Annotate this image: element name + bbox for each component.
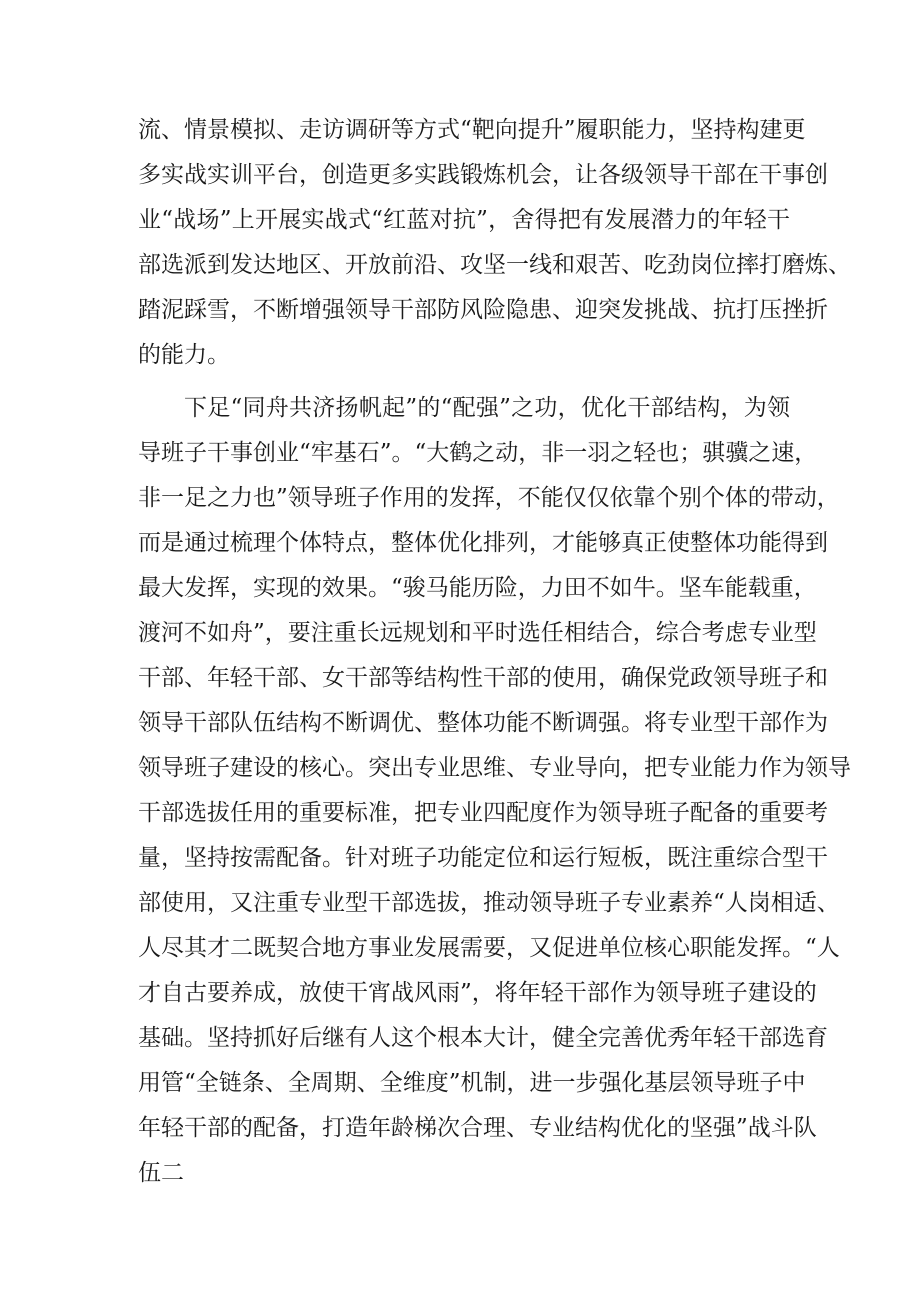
paragraph-2-line-6: 渡河不如舟”，要注重长远规划和平时选任相结合，综合考虑专业型 bbox=[138, 620, 817, 646]
paragraph-1-line-4: 部选派到发达地区、开放前沿、攻坚一线和艰苦、吃劲岗位摔打磨炼、 bbox=[138, 252, 851, 278]
paragraph-2-line-9: 领导班子建设的核心。突出专业思维、专业导向，把专业能力作为领导 bbox=[138, 755, 851, 781]
paragraph-2-line-18: 伍二 bbox=[138, 1160, 184, 1186]
paragraph-2-line-8: 领导干部队伍结构不断调优、整体功能不断调强。将专业型干部作为 bbox=[138, 710, 828, 736]
paragraph-2-line-7: 干部、年轻干部、女干部等结构性干部的使用，确保党政领导班子和 bbox=[138, 665, 828, 691]
paragraph-1-line-1: 流、情景模拟、走访调研等方式“靶向提升”履职能力，坚持构建更 bbox=[138, 117, 806, 143]
paragraph-2-line-1: 下足“同舟共济扬帆起”的“配强”之功，优化干部结构，为领 bbox=[184, 395, 790, 421]
paragraph-2-line-10: 干部选拔任用的重要标准，把专业四配度作为领导班子配备的重要考 bbox=[138, 800, 828, 826]
paragraph-2-line-14: 才自古要养成，放使干宵战风雨”，将年轻干部作为领导班子建设的 bbox=[138, 980, 817, 1006]
paragraph-2-line-16: 用管“全链条、全周期、全维度”机制，进一步强化基层领导班子中 bbox=[138, 1070, 806, 1096]
paragraph-1-line-2: 多实战实训平台，创造更多实践锻炼机会，让各级领导干部在干事创 bbox=[138, 162, 828, 188]
paragraph-2-line-15: 基础。坚持抓好后继有人这个根本大计，健全完善优秀年轻干部选育 bbox=[138, 1025, 828, 1051]
paragraph-2-line-5: 最大发挥，实现的效果。“骏马能历险，力田不如牛。坚车能载重， bbox=[138, 575, 817, 601]
paragraph-2-line-12: 部使用，又注重专业型干部选拔，推动领导班子专业素养“人岗相适、 bbox=[138, 890, 840, 916]
paragraph-2-line-13: 人尽其才二既契合地方事业发展需要，又促进单位核心职能发挥。“人 bbox=[138, 935, 840, 961]
paragraph-2-line-2: 导班子干事创业“牢基石”。“大鹤之动，非一羽之轻也；骐骥之速， bbox=[138, 440, 818, 466]
paragraph-2-line-3: 非一足之力也”领导班子作用的发挥，不能仅仅依靠个别个体的带动， bbox=[138, 485, 840, 511]
paragraph-1-line-6: 的能力。 bbox=[138, 342, 230, 368]
paragraph-2-line-4: 而是通过梳理个体特点，整体优化排列，才能够真正使整体功能得到 bbox=[138, 530, 828, 556]
paragraph-2-line-11: 量，坚持按需配备。针对班子功能定位和运行短板，既注重综合型干 bbox=[138, 845, 828, 871]
paragraph-1-line-5: 踏泥踩雪，不断增强领导干部防风险隐患、迎突发挑战、抗打压挫折 bbox=[138, 297, 828, 323]
paragraph-1-line-3: 业“战场”上开展实战式“红蓝对抗”，舍得把有发展潜力的年轻干 bbox=[138, 207, 790, 233]
paragraph-2-line-17: 年轻干部的配备，打造年龄梯次合理、专业结构优化的坚强”战斗队 bbox=[138, 1115, 817, 1141]
